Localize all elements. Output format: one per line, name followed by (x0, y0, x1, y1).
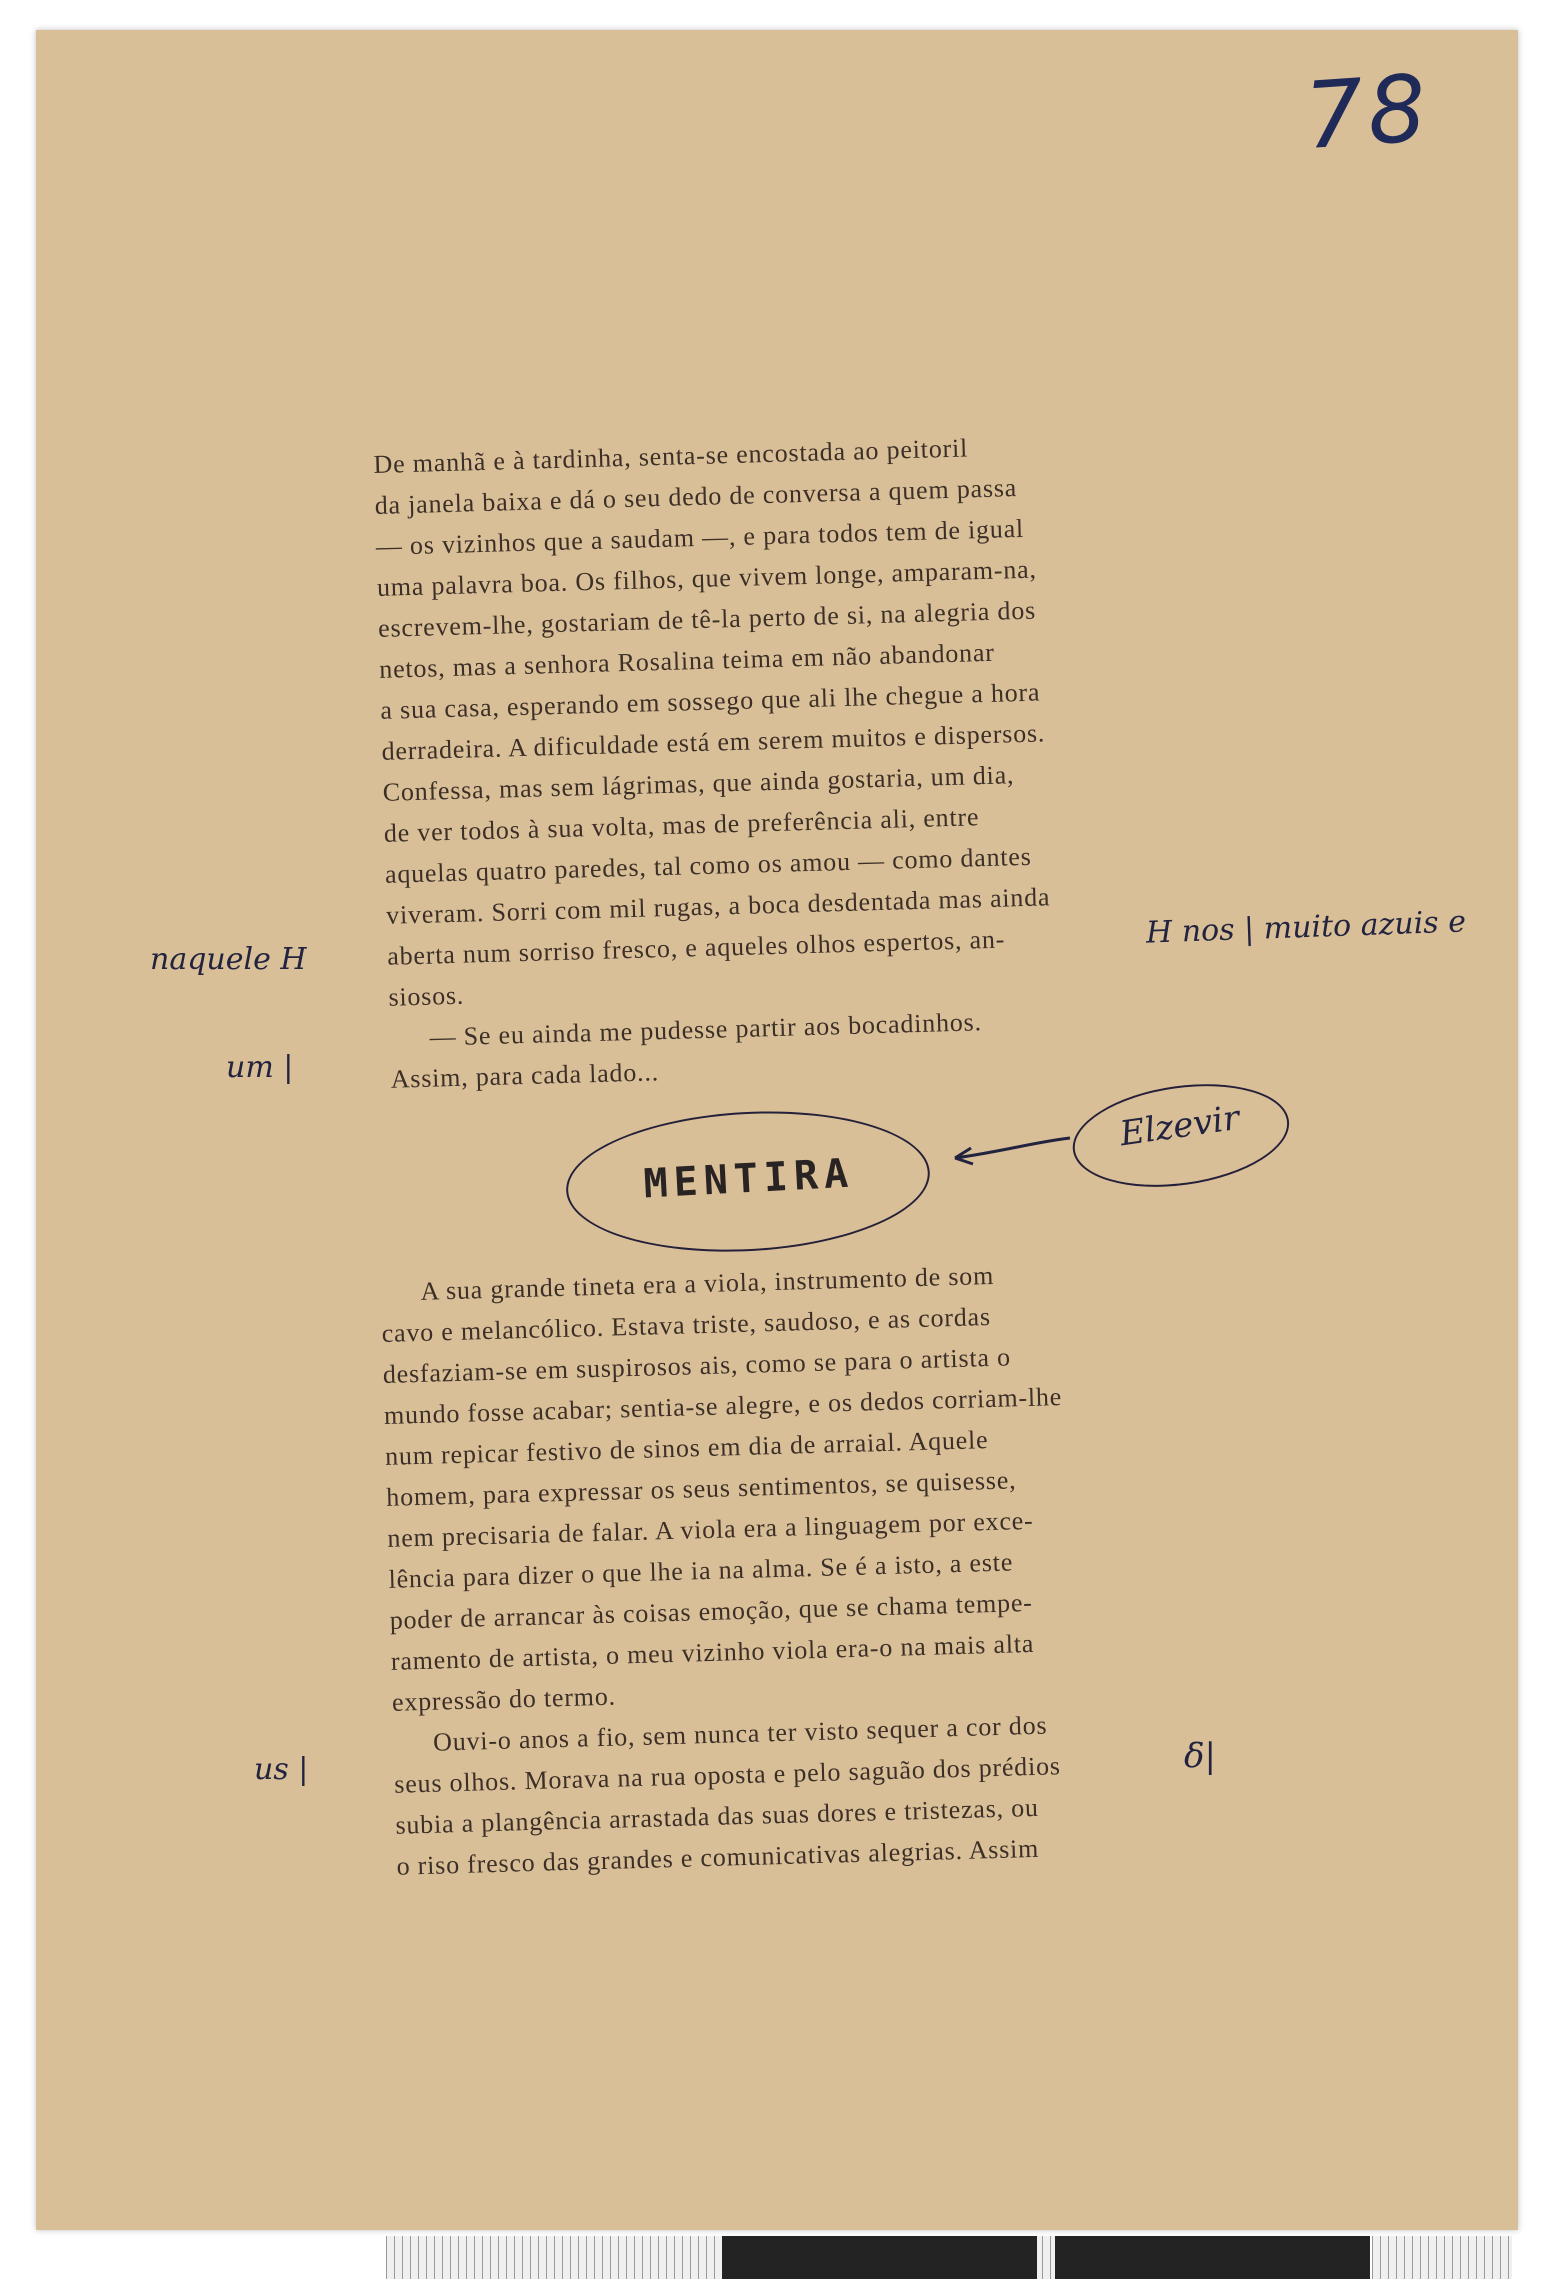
text-line: seus olhos. Morava na rua oposta e pelo saguão dos prédios (393, 1751, 1062, 1799)
text-line: aberta num sorriso fresco, e aqueles olhos espertos, an- (386, 924, 1006, 971)
text-line: viveram. Sorri com mil rugas, a boca desdentada mas ainda (385, 882, 1051, 930)
text-line: De manhã e à tardinha, senta-se encostada ao peitoril (373, 433, 969, 479)
text-line: cavo e melancólico. Estava triste, saudoso, e as cordas (381, 1301, 992, 1348)
text-line: netos, mas a senhora Rosalina teima em não abandonar (378, 637, 996, 684)
text-line: Assim, para cada lado... (390, 1057, 660, 1094)
text-line: Ouvi-o anos a fio, sem nunca ter visto sequer a cor dos (432, 1710, 1048, 1757)
margin-note-right: H nos | muito azuis e (1145, 904, 1467, 951)
page-number: 78 (1301, 54, 1434, 171)
text-line: siosos. (388, 980, 465, 1012)
color-patch (1055, 2236, 1370, 2279)
text-line: derradeira. A dificuldade está em serem muitos e dispersos. (381, 718, 1046, 766)
text-line: da janela baixa e dá o seu dedo de conversa a quem passa (374, 473, 1018, 520)
margin-note-left: naquele H (150, 942, 307, 977)
text-line: uma palavra boa. Os filhos, que vivem longe, amparam-na, (376, 554, 1038, 602)
text-line: homem, para expressar os seus sentimentos, se quisesse, (385, 1465, 1017, 1512)
text-line: — Se eu ainda me pudesse partir aos bocadinhos. (429, 1007, 983, 1052)
margin-note-left: um | (226, 1050, 294, 1085)
margin-note-left: us | (254, 1752, 309, 1787)
text-line: mundo fosse acabar; sentia-se alegre, e os dedos corriam-lhe (383, 1382, 1063, 1430)
text-line: expressão do termo. (391, 1681, 617, 1717)
text-line: lência para dizer o que lhe ia na alma. Se é a isto, a este (388, 1547, 1014, 1594)
text-line: a sua casa, esperando em sossego que ali lhe chegue a hora (380, 677, 1041, 725)
text-line: o riso fresco das grandes e comunicativas alegrias. Assim (396, 1833, 1040, 1881)
text-line: Confessa, mas sem lágrimas, que ainda gostaria, um dia, (382, 760, 1015, 807)
arrow-icon (945, 1120, 1075, 1170)
text-line: A sua grande tineta era a viola, instrumento de som (420, 1260, 995, 1306)
text-line: nem precisaria de falar. A viola era a linguagem por exce- (387, 1505, 1034, 1553)
paragraph-block-2 (380, 1252, 1127, 1887)
margin-note-right: δ| (1184, 1736, 1216, 1776)
text-line: aquelas quatro paredes, tal como os amou — como dantes (384, 841, 1032, 889)
text-line: subia a plangência arrastada das suas dores e tristezas, ou (395, 1792, 1040, 1840)
text-line: de ver todos à sua volta, mas de preferência ali, entre (383, 802, 980, 848)
text-line: num repicar festivo de sinos em dia de arraial. Aquele (384, 1425, 989, 1471)
title-block (563, 1103, 936, 1262)
text-line: ramento de artista, o meu vizinho viola era-o na mais alta (390, 1628, 1035, 1676)
color-patch (722, 2236, 1037, 2279)
text-line: — os vizinhos que a saudam —, e para todos tem de igual (375, 513, 1025, 561)
text-line: desfaziam-se em suspirosos ais, como se para o artista o (382, 1342, 1012, 1389)
scale-ruler (1372, 2236, 1512, 2279)
text-line: escrevem-lhe, gostariam de tê-la perto de si, na alegria dos (377, 595, 1037, 643)
font-note-text: Elzevir (1117, 1097, 1242, 1155)
paragraph-block-1 (373, 424, 1121, 1100)
text-line: poder de arrancar às coisas emoção, que se chama tempe- (389, 1587, 1034, 1635)
story-title: MENTIRA (642, 1150, 856, 1208)
